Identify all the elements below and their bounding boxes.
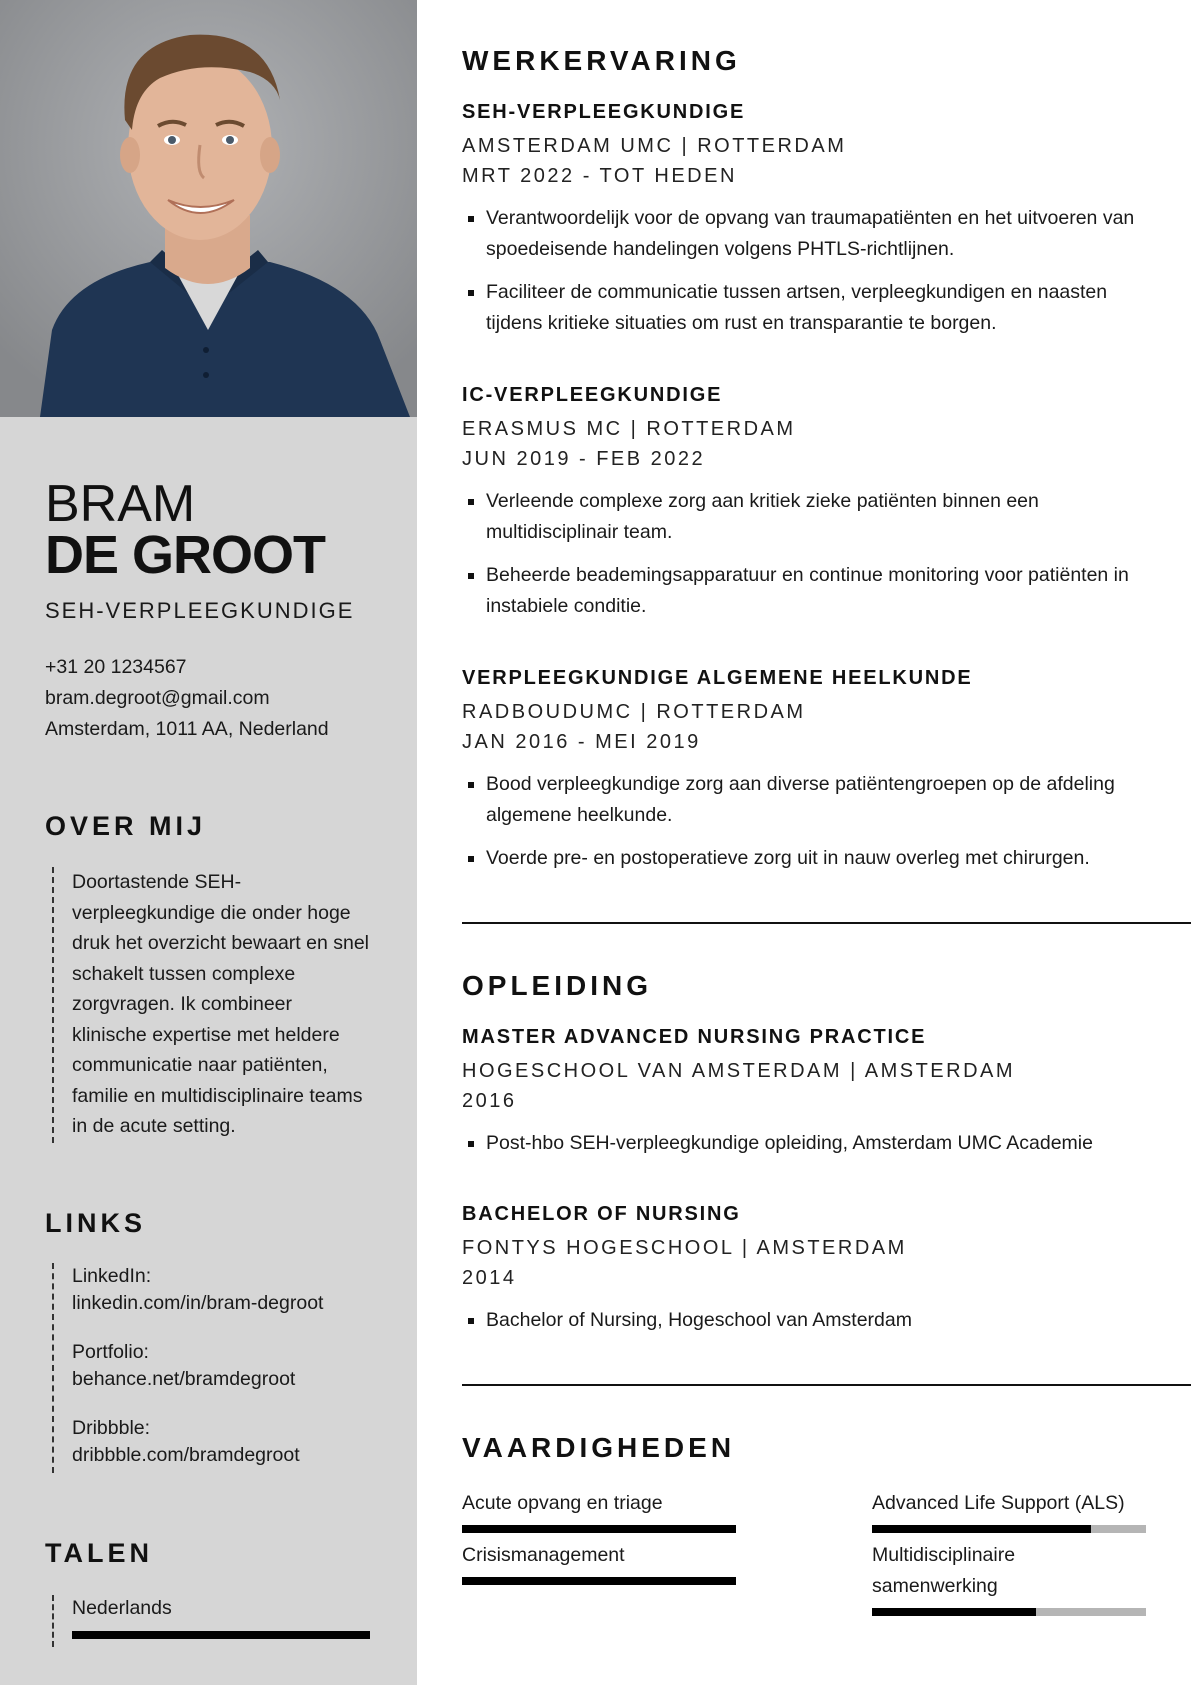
education-school: FONTYS HOGESCHOOL | AMSTERDAM	[462, 1237, 907, 1259]
job-entry-title: VERPLEEGKUNDIGE ALGEMENE HEELKUNDE	[462, 667, 973, 689]
skill-item	[462, 1540, 736, 1585]
phone-number[interactable]: +31 20 1234567	[45, 656, 187, 678]
last-name: DE GROOT	[45, 525, 326, 585]
link-url[interactable]: behance.net/bramdegroot	[72, 1368, 296, 1390]
sidebar	[0, 0, 417, 1685]
skill-level-bar	[872, 1608, 1146, 1616]
skill-item	[462, 1488, 736, 1533]
bullet-item: Bood verpleegkundige zorg aan diverse patiëntengroepen op de afdeling algemene heelkunde.	[462, 769, 1142, 831]
first-name: BRAM	[45, 475, 196, 533]
portrait-illustration	[0, 0, 417, 417]
about-text: Doortastende SEH-verpleegkundige die onder hoge druk het overzicht bewaart en snel schakelt tussen complexe zorgvragen. Ik combineer klinische expertise met heldere communicatie naar patiënten, familie en multidisciplinaire teams in de acute setting.	[72, 871, 369, 1137]
job-entry-org: AMSTERDAM UMC | ROTTERDAM	[462, 135, 847, 157]
job-bullets	[462, 203, 1142, 339]
link-linkedin[interactable]	[72, 1263, 323, 1317]
link-url[interactable]: linkedin.com/in/bram-degroot	[72, 1292, 324, 1314]
bullet-item: Verantwoordelijk voor de opvang van traumapatiënten en het uitvoeren van spoedeisende handelingen volgens PHTLS-richtlijnen.	[462, 203, 1142, 265]
education-bullets	[462, 1305, 1142, 1336]
bullet-item: Voerde pre- en postoperatieve zorg uit in nauw overleg met chirurgen.	[462, 843, 1142, 874]
link-label: LinkedIn:	[72, 1265, 152, 1287]
experience-heading: WERKERVARING	[462, 45, 741, 76]
bullet-item: Faciliteer de communicatie tussen artsen, verpleegkundigen en naasten tijdens kritieke situaties om rust en transparantie te borgen.	[462, 277, 1142, 339]
job-bullets	[462, 769, 1142, 874]
job-entry	[462, 665, 1142, 890]
languages-block	[52, 1595, 370, 1647]
skill-item	[872, 1488, 1146, 1533]
bullet-item: Post-hbo SEH-verpleegkundige opleiding, Amsterdam UMC Academie	[462, 1128, 1142, 1159]
job-entry-org: RADBOUDUMC | ROTTERDAM	[462, 701, 806, 723]
about-heading: OVER MIJ	[45, 811, 207, 841]
education-year: 2014	[462, 1267, 517, 1289]
skill-level-bar	[462, 1525, 736, 1533]
job-entry-date: JUN 2019 - FEB 2022	[462, 448, 706, 470]
skill-item	[872, 1540, 1146, 1616]
link-url[interactable]: dribbble.com/bramdegroot	[72, 1444, 300, 1466]
language-name: Nederlands	[72, 1597, 172, 1619]
bullet-item: Verleende complexe zorg aan kritiek zieke patiënten binnen een multidisciplinair team.	[462, 486, 1142, 548]
email-address[interactable]: bram.degroot@gmail.com	[45, 687, 270, 709]
language-level-bar	[72, 1631, 370, 1639]
education-school: HOGESCHOOL VAN AMSTERDAM | AMSTERDAM	[462, 1060, 1016, 1082]
job-entry-title: SEH-VERPLEEGKUNDIGE	[462, 101, 746, 123]
education-bullets	[462, 1128, 1142, 1159]
links-heading: LINKS	[45, 1208, 146, 1238]
skill-level-bar	[872, 1525, 1146, 1533]
education-entry	[462, 1201, 1142, 1352]
link-dribbble[interactable]	[72, 1415, 323, 1469]
job-title: SEH-VERPLEEGKUNDIGE	[45, 598, 355, 623]
skill-name: Acute opvang en triage	[462, 1492, 663, 1514]
job-bullets	[462, 486, 1142, 622]
address: Amsterdam, 1011 AA, Nederland	[45, 718, 329, 740]
about-block	[52, 867, 372, 1143]
contact-info	[45, 652, 329, 745]
education-year: 2016	[462, 1090, 517, 1112]
bullet-item: Bachelor of Nursing, Hogeschool van Amsterdam	[462, 1305, 1142, 1336]
links-block	[52, 1263, 323, 1473]
link-label: Dribbble:	[72, 1417, 151, 1439]
skills-heading: VAARDIGHEDEN	[462, 1432, 736, 1463]
profile-photo	[0, 0, 417, 417]
skill-name: Advanced Life Support (ALS)	[872, 1492, 1125, 1514]
education-title: BACHELOR OF NURSING	[462, 1203, 741, 1225]
education-heading: OPLEIDING	[462, 970, 653, 1001]
link-label: Portfolio:	[72, 1341, 149, 1363]
education-title: MASTER ADVANCED NURSING PRACTICE	[462, 1026, 927, 1048]
job-entry-title: IC-VERPLEEGKUNDIGE	[462, 384, 723, 406]
skill-name: Multidisciplinaire samenwerking	[872, 1544, 1016, 1597]
section-divider	[462, 922, 1191, 924]
job-entry-org: ERASMUS MC | ROTTERDAM	[462, 418, 796, 440]
link-portfolio[interactable]	[72, 1339, 323, 1393]
languages-heading: TALEN	[45, 1538, 153, 1568]
job-entry	[462, 99, 1142, 355]
job-entry-date: MRT 2022 - TOT HEDEN	[462, 165, 737, 187]
job-entry-date: JAN 2016 - MEI 2019	[462, 731, 701, 753]
skill-level-bar	[462, 1577, 736, 1585]
job-entry	[462, 382, 1142, 638]
skill-name: Crisismanagement	[462, 1544, 625, 1566]
education-entry	[462, 1024, 1142, 1175]
section-divider	[462, 1384, 1191, 1386]
bullet-item: Beheerde beademingsapparatuur en continue monitoring voor patiënten in instabiele conditie.	[462, 560, 1142, 622]
